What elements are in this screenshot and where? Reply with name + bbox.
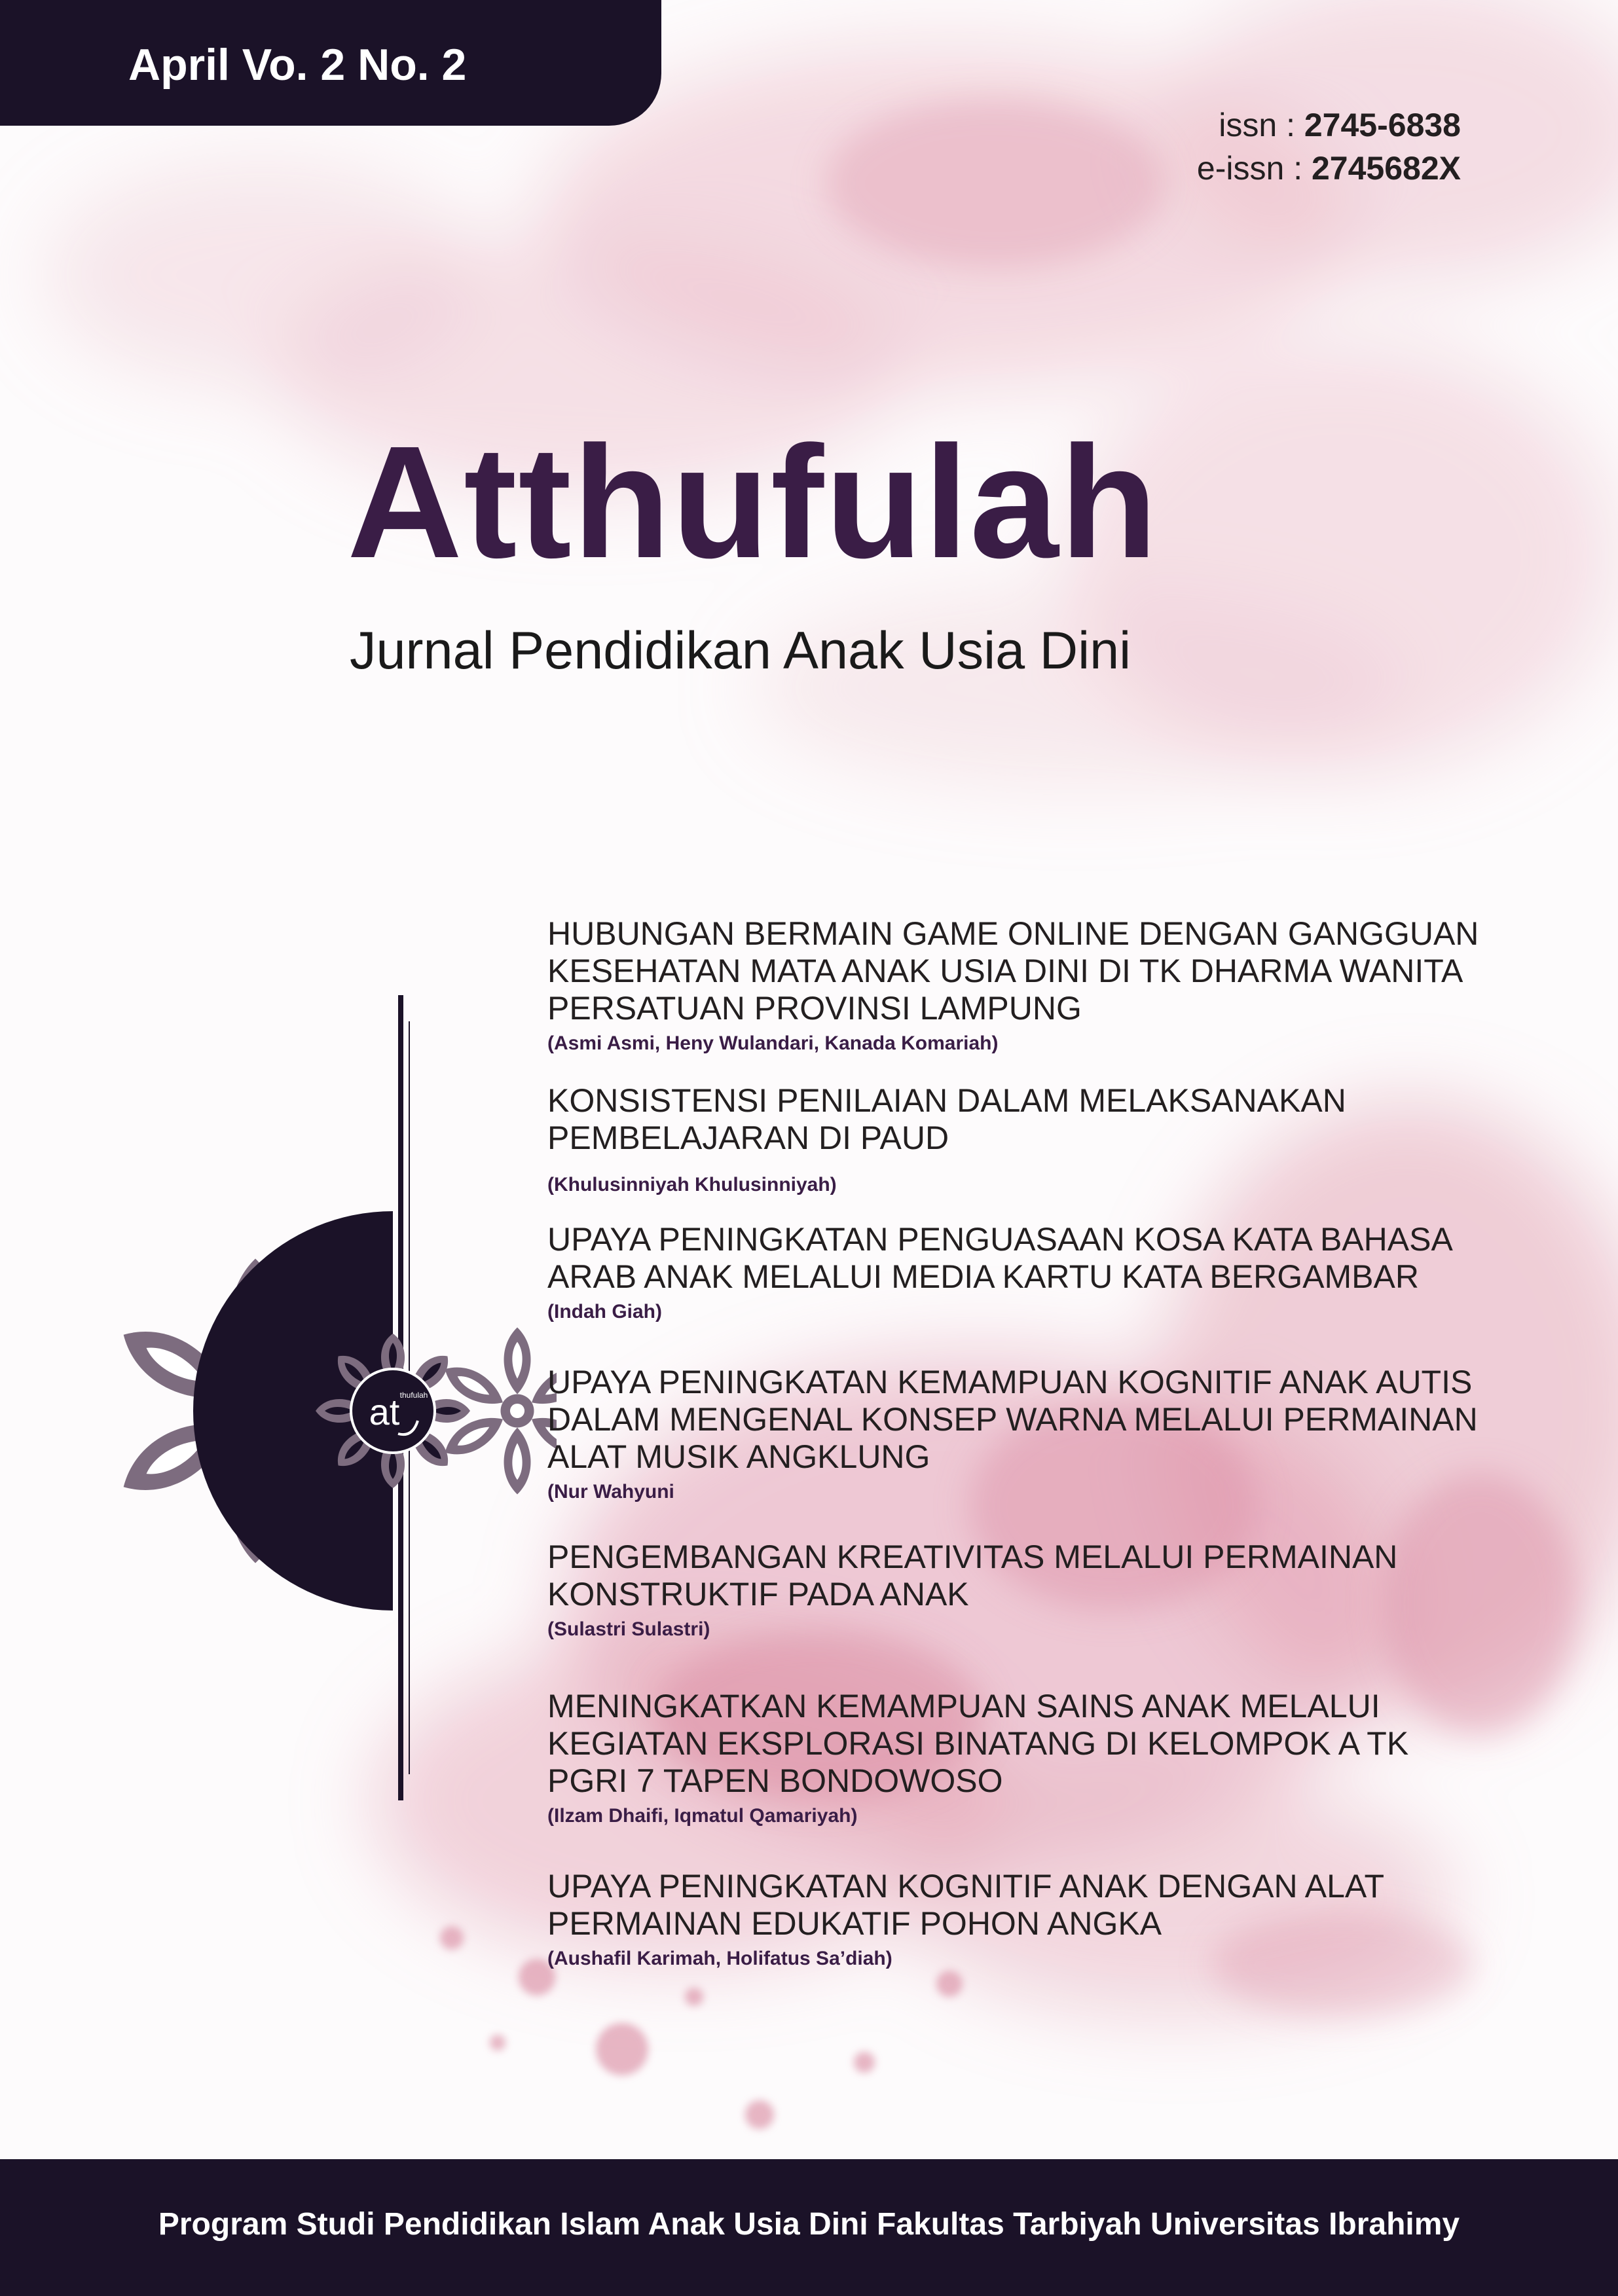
article-authors: (Ilzam Dhaifi, Iqmatul Qamariyah) [547, 1805, 858, 1827]
article-title: MENINGKATKAN KEMAMPUAN SAINS ANAK MELALUI KEGIATAN EKSPLORASI BINATANG DI KELOMPOK A TK PGRI 7 TAPEN BONDOWOSO [547, 1688, 1409, 1799]
article-item [547, 1868, 1530, 1970]
article-authors: (Sulastri Sulastri) [547, 1618, 710, 1640]
article-title: UPAYA PENINGKATAN KOGNITIF ANAK DENGAN ALAT PERMAINAN EDUKATIF POHON ANGKA [547, 1868, 1385, 1942]
issue-tab [0, 0, 661, 126]
article-item [547, 915, 1530, 1055]
article-authors: (Khulusinniyah Khulusinniyah) [547, 1174, 837, 1195]
article-item [547, 1539, 1530, 1641]
issn-block [1002, 103, 1461, 190]
logo-small-text: thufulah [399, 1391, 428, 1400]
article-item [547, 1364, 1530, 1503]
eissn-label: e-issn : [1196, 150, 1312, 187]
article-item [547, 1082, 1530, 1196]
issue-label: April Vo. 2 No. 2 [128, 40, 467, 90]
footer-institution: Program Studi Pendidikan Islam Anak Usia Dini Fakultas Tarbiyah Universitas Ibrahimy [158, 2207, 1460, 2242]
logo-mark: at [369, 1391, 400, 1432]
article-item [547, 1221, 1530, 1323]
article-authors: (Asmi Asmi, Heny Wulandari, Kanada Komariah) [547, 1032, 999, 1054]
article-title: PENGEMBANGAN KREATIVITAS MELALUI PERMAINAN KONSTRUKTIF PADA ANAK [547, 1539, 1398, 1613]
floral-ornament [59, 1126, 557, 1702]
issn-label: issn : [1219, 107, 1304, 143]
issn-number: 2745-6838 [1304, 107, 1461, 143]
article-authors: (Nur Wahyuni [547, 1481, 674, 1503]
footer-bar [0, 2159, 1618, 2296]
article-title: KONSISTENSI PENILAIAN DALAM MELAKSANAKAN PEMBELAJARAN DI PAUD [547, 1082, 1346, 1156]
eissn-number: 2745682X [1311, 150, 1461, 187]
journal-subtitle: Jurnal Pendidikan Anak Usia Dini [350, 621, 1131, 680]
article-title: UPAYA PENINGKATAN KEMAMPUAN KOGNITIF ANAK AUTIS DALAM MENGENAL KONSEP WARNA MELALUI PERMAINAN ALAT MUSIK ANGKLUNG [547, 1364, 1478, 1475]
article-title: UPAYA PENINGKATAN PENGUASAAN KOSA KATA BAHASA ARAB ANAK MELALUI MEDIA KARTU KATA BERGAMBAR [547, 1221, 1453, 1295]
journal-title: Atthufulah [347, 412, 1159, 591]
article-item [547, 1688, 1530, 1827]
issn-line [1002, 103, 1461, 147]
article-authors: (Aushafil Karimah, Holifatus Sa’diah) [547, 1948, 892, 1969]
article-title: HUBUNGAN BERMAIN GAME ONLINE DENGAN GANGGUAN KESEHATAN MATA ANAK USIA DINI DI TK DHARMA WANITA PERSATUAN PROVINSI LAMPUNG [547, 915, 1479, 1027]
article-authors: (Indah Giah) [547, 1301, 662, 1322]
eissn-line [1002, 147, 1461, 190]
